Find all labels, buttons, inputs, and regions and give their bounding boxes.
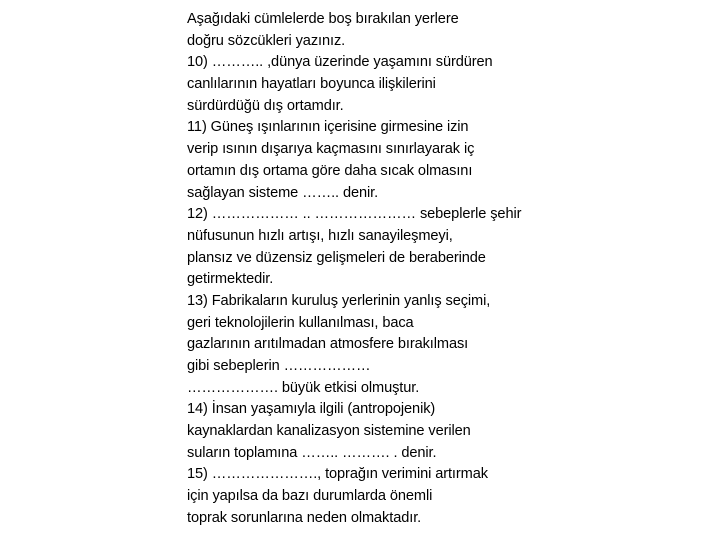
question-13-line-1: 13) Fabrikaların kuruluş yerlerinin yanlış seçimi, — [187, 292, 491, 309]
question-13-line-5: ………………. büyük etkisi olmuştur. — [187, 379, 420, 396]
question-11-line-4: sağlayan sisteme …….. denir. — [187, 184, 379, 201]
question-12-line-4: getirmektedir. — [187, 271, 274, 288]
question-15-line-1: 15) …………………., toprağın verimini artırmak — [187, 466, 488, 483]
question-11-line-1: 11) Güneş ışınlarının içerisine girmesine izin — [187, 119, 469, 136]
question-10-line-2: canlılarının hayatları boyunca ilişkilerini — [187, 76, 436, 93]
question-12-line-1: 12) ……………… .. ………………… sebeplerle şehir — [187, 206, 522, 223]
instruction-line-2: doğru sözcükleri yazınız. — [187, 32, 346, 49]
worksheet-text — [187, 9, 547, 530]
question-14-line-2: kaynaklardan kanalizasyon sistemine verilen — [187, 423, 471, 440]
instruction-line-1: Aşağıdaki cümlelerde boş bırakılan yerlere — [187, 11, 459, 27]
question-15-line-3: toprak sorunlarına neden olmaktadır. — [187, 509, 422, 526]
question-15-line-2: için yapılsa da bazı durumlarda önemli — [187, 488, 433, 505]
question-12-line-2: nüfusunun hızlı artışı, hızlı sanayileşmeyi, — [187, 227, 453, 244]
question-10-line-1: 10) ……….. ,dünya üzerinde yaşamını sürdüren — [187, 54, 493, 71]
question-14-line-3: suların toplamına …….. ………. . denir. — [187, 444, 437, 461]
question-14-line-1: 14) İnsan yaşamıyla ilgili (antropojenik) — [187, 401, 436, 418]
question-12-line-3: plansız ve düzensiz gelişmeleri de beraberinde — [187, 249, 486, 266]
question-13-line-2: geri teknolojilerin kullanılması, baca — [187, 314, 414, 331]
question-11-line-2: verip ısının dışarıya kaçmasını sınırlayarak iç — [187, 141, 475, 158]
question-10-line-3: sürdürdüğü dış ortamdır. — [187, 97, 344, 114]
question-13-line-3: gazlarının arıtılmadan atmosfere bırakılması — [187, 336, 469, 353]
question-13-line-4: gibi sebeplerin ……………… — [187, 358, 371, 374]
question-11-line-3: ortamın dış ortama göre daha sıcak olmasını — [187, 162, 473, 179]
